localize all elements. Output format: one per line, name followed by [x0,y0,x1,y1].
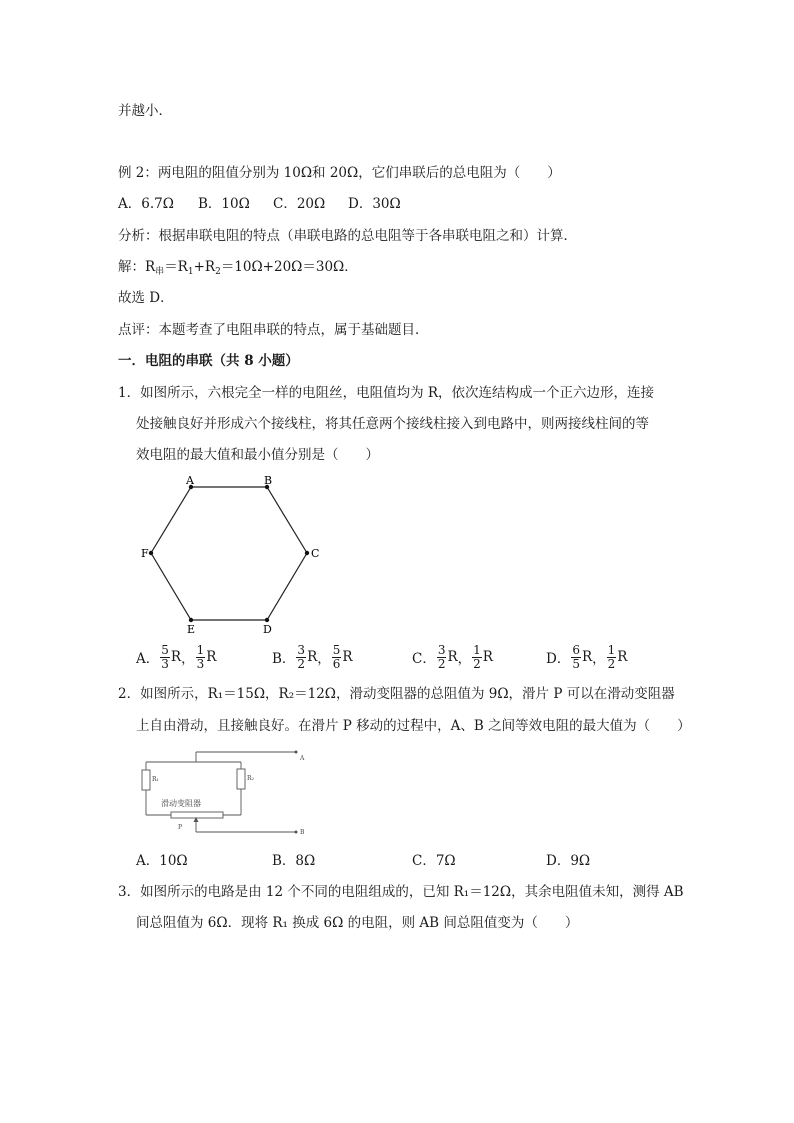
q1-option-c [412,640,493,674]
numerator: 3 [297,642,306,657]
fraction [472,644,482,671]
example-solution [118,257,358,277]
numerator: 1 [196,642,205,657]
label-c: C [311,547,320,560]
q1-option-b [272,640,353,674]
q1-option-d [546,640,627,674]
fraction [296,644,306,671]
unit: R [170,649,182,665]
label-f: F [141,547,149,560]
unit: R [206,649,217,665]
q1-line3: 效电阻的最大值和最小值分别是（ ） [136,447,379,463]
resistor-r2 [237,769,245,789]
q1-line1: 1．如图所示，六根完全一样的电阻丝，电阻值均为 R，依次连结构成一个正六边形，连接 [118,385,655,401]
example-question: 例 2：两电阻的阻值分别为 10Ω和 20Ω，它们串联后的总电阻为（ ） [118,165,561,181]
rheostat-circuit-diagram [136,745,316,840]
example-analysis: 分析：根据串联电阻的特点（串联电路的总电阻等于各串联电阻之和）计算． [118,228,577,244]
fraction [332,644,342,671]
fraction [196,644,206,671]
q1-line2: 处接触良好并形成六个接线柱，将其任意两个接线柱接入到电路中，则两接线柱间的等 [136,416,649,432]
denominator: 6 [332,656,341,671]
option-letter: C． [412,651,436,667]
separator: ， [317,651,331,667]
terminal-d [265,618,269,622]
label-r2: R₂ [247,775,254,782]
numerator: 1 [607,642,616,657]
label-r1: R₁ [152,776,159,783]
unit: R [581,649,593,665]
terminal-b [295,831,298,834]
label-p: P [178,824,183,831]
terminal-a [295,751,298,754]
denominator: 3 [161,656,169,671]
numerator: 5 [332,642,341,657]
numerator: 1 [473,642,481,657]
separator: ， [592,651,606,667]
terminal-c [305,551,309,555]
unit: R [342,649,353,665]
q2-option-a: A．10Ω [136,853,188,869]
numerator: 3 [437,642,446,657]
continuation-text: 并越小． [118,103,172,119]
denominator: 2 [297,656,306,671]
label-d: D [263,623,272,636]
unit: R [307,649,318,665]
numerator: 6 [572,642,580,657]
separator: ， [457,651,472,667]
hexagon-shape [151,487,307,620]
denominator: 3 [196,656,205,671]
q2-option-c: C．7Ω [412,853,456,869]
label-a: A [186,474,194,487]
solution-sub1: 1 [187,267,194,277]
unit: R [617,649,628,665]
solution-mid1: ＝R [164,259,188,275]
rheostat [171,812,223,818]
terminal-f [149,551,153,555]
example-comment: 点评：本题考查了电阻串联的特点，属于基础题目． [118,322,429,338]
q2-option-d: D．9Ω [546,853,591,869]
terminal-e [189,618,193,622]
section-title: 一．电阻的串联（共 8 小题） [118,353,299,369]
unit: R [447,649,458,665]
label-b: B [264,474,273,487]
numerator: 5 [161,642,169,657]
q2-line1: 2．如图所示，R₁＝15Ω，R₂＝12Ω，滑动变阻器的总阻值为 9Ω，滑片 P 可以在滑动变阻器 [118,686,675,702]
option-letter: A． [136,651,160,667]
denominator: 2 [473,656,481,671]
label-b: B [300,829,305,836]
fraction [607,644,617,671]
denominator: 5 [572,656,580,671]
option-letter: D． [546,651,571,667]
label-a: A [300,755,305,762]
hexagon-diagram [130,470,340,640]
example-option-b: B．10Ω [198,196,250,212]
example-option-a: A．6.7Ω [118,196,174,212]
q1-options [136,640,656,674]
example-option-d: D．30Ω [348,196,401,212]
fraction [160,644,170,671]
solution-sub2: 2 [215,267,221,277]
resistor-r1 [142,770,150,790]
q3-line2: 间总阻值为 6Ω．现将 R₁ 换成 6Ω 的电阻，则 AB 间总阻值变为（ ） [136,915,579,931]
q1-option-a [136,640,216,674]
q2-line2: 上自由滑动，且接触良好。在滑片 P 移动的过程中，A、B 之间等效电阻的最大值为（ ） [136,718,691,734]
separator: ， [181,651,195,667]
denominator: 2 [437,656,446,671]
q3-line1: 3．如图所示的电路是由 12 个不同的电阻组成的，已知 R₁＝12Ω，其余电阻值未知，测得 AB [118,884,684,900]
solution-sub: 串 [155,267,165,277]
label-e: E [187,623,196,636]
option-letter: B． [272,651,296,667]
denominator: 2 [607,656,616,671]
solution-suffix: ＝10Ω+20Ω＝30Ω． [220,259,358,275]
solution-prefix: 解：R [118,259,156,275]
unit: R [482,649,493,665]
fraction [571,644,581,671]
example-option-c: C．20Ω [273,196,326,212]
label-rheostat: 滑动变阻器 [161,799,201,808]
solution-mid2: +R [193,259,216,275]
example-answer: 故选 D． [118,290,174,306]
fraction [437,644,447,671]
q2-option-b: B．8Ω [272,853,316,869]
